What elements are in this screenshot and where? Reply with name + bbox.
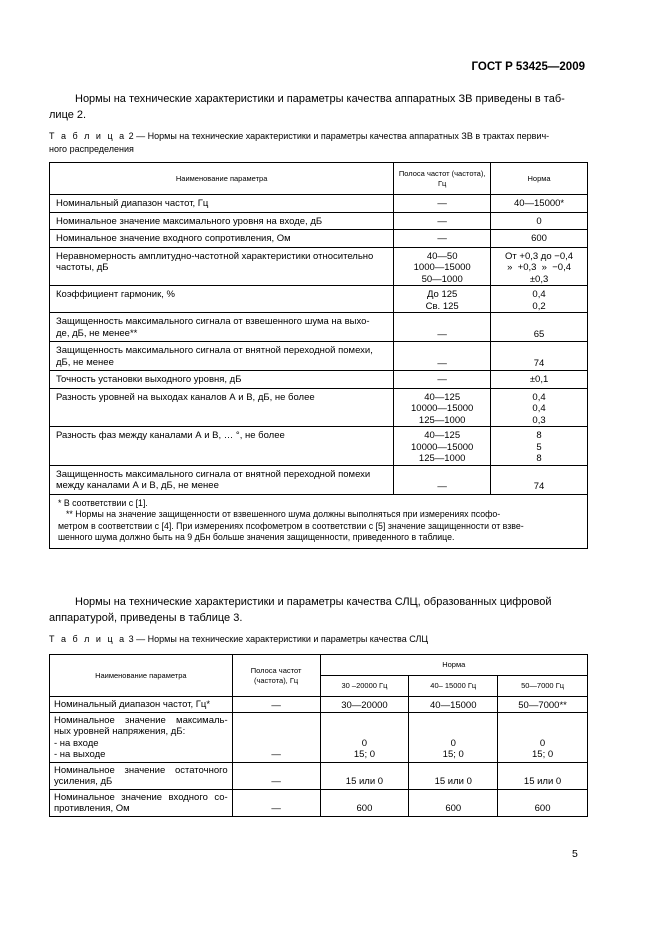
param-name: Номинальное значение максимального уровня на входе, дБ — [50, 212, 394, 230]
col-subheader: 30 –20000 Гц — [320, 676, 409, 697]
param-name: Номинальное значение входного сопротивления, Ом — [50, 230, 394, 248]
param-name: Номинальное значение остаточного усиления, дБ — [50, 762, 233, 789]
table-row — [50, 195, 588, 213]
col-header-name: Наименование параметра — [50, 163, 394, 195]
table3-header-row — [50, 655, 588, 676]
table3-caption — [49, 633, 589, 646]
table-row — [50, 230, 588, 248]
note-line: метром в соответствии с [4]. При измерениях псофометром в соответствии с [5] значение защищенности от взве- — [58, 520, 524, 531]
table2-notes-row — [50, 494, 588, 548]
norm-value: От +0,3 до −0,4 » +0,3 » −0,4 ±0,3 — [491, 247, 588, 286]
table-row — [50, 371, 588, 389]
note-line: ** Нормы на значение защищенности от взвешенного шума должны выполняться при измерениях псофо- — [66, 509, 501, 519]
col-subheader: 40– 15000 Гц — [409, 676, 498, 697]
table3 — [49, 654, 588, 817]
table-row — [50, 247, 588, 286]
col-header-band: Полоса частот (частота), Гц — [394, 163, 491, 195]
norm-value: 15 или 0 — [409, 762, 498, 789]
document-code: ГОСТ Р 53425—2009 — [471, 61, 585, 73]
table-row — [50, 697, 588, 713]
table-row — [50, 427, 588, 466]
band-value: До 125 Св. 125 — [394, 286, 491, 313]
table-row — [50, 789, 588, 816]
band-value: — — [394, 465, 491, 494]
param-name: Разность уровней на выходах каналов А и В, дБ, не более — [50, 388, 394, 427]
param-name: Номинальный диапазон частот, Гц — [50, 195, 394, 213]
band-value: — — [394, 371, 491, 389]
table-row — [50, 286, 588, 313]
norm-value: 15 или 0 — [498, 762, 588, 789]
param-name: Защищенность максимального сигнала от внятной переходной помехи между каналами А и В, дБ, не менее — [50, 465, 394, 494]
col-header-norm: Норма — [320, 655, 587, 676]
table-row — [50, 762, 588, 789]
band-value: — — [394, 313, 491, 342]
band-value: 40—125 10000—15000 125—1000 — [394, 388, 491, 427]
caption-text: 3 — Нормы на технические характеристики и параметры качества СЛЦ — [128, 634, 429, 644]
norm-value: 0 15; 0 — [320, 712, 409, 762]
paragraph-line: аппаратурой, приведены в таблице 3. — [49, 612, 243, 624]
norm-value: 30—20000 — [320, 697, 409, 713]
norm-value: 600 — [498, 789, 588, 816]
caption-text-cont: ного распределения — [49, 144, 134, 154]
table2-caption — [49, 130, 589, 156]
param-name: Защищенность максимального сигнала от взвешенного шума на выхо- де, дБ, не менее** — [50, 313, 394, 342]
table-row — [50, 212, 588, 230]
norm-value: 600 — [491, 230, 588, 248]
param-name: Номинальное значение входного со- противления, Ом — [50, 789, 233, 816]
caption-text: 2 — Нормы на технические характеристики и параметры качества аппаратных ЗВ в трактах первич- — [128, 131, 550, 141]
table-notes — [50, 494, 588, 548]
note-line: * В соответствии с [1]. — [58, 497, 148, 508]
norm-value: 0,4 0,4 0,3 — [491, 388, 588, 427]
param-name: Номинальный диапазон частот, Гц* — [50, 697, 233, 713]
paragraph-line: Нормы на технические характеристики и параметры качества СЛЦ, образованных цифровой — [75, 596, 552, 608]
band-value: — — [232, 762, 320, 789]
col-header-name: Наименование параметра — [50, 655, 233, 697]
norm-value: 50—7000** — [498, 697, 588, 713]
param-name: Неравномерность амплитудно-частотной характеристики относительно частоты, дБ — [50, 247, 394, 286]
paragraph-line: лице 2. — [49, 109, 87, 121]
norm-value: 74 — [491, 342, 588, 371]
caption-label: Т а б л и ц а — [49, 634, 127, 644]
page-number: 5 — [572, 848, 578, 860]
band-value: — — [232, 789, 320, 816]
col-subheader: 50—7000 Гц — [498, 676, 588, 697]
table-row — [50, 712, 588, 762]
col-header-norm: Норма — [491, 163, 588, 195]
band-value: — — [394, 212, 491, 230]
paragraph-table3-intro — [49, 594, 584, 626]
norm-value: 15 или 0 — [320, 762, 409, 789]
param-name: Точность установки выходного уровня, дБ — [50, 371, 394, 389]
norm-value: ±0,1 — [491, 371, 588, 389]
band-value: — — [232, 712, 320, 762]
paragraph-line: Нормы на технические характеристики и параметры качества аппаратных ЗВ приведены в таб- — [75, 93, 565, 105]
norm-value: 40—15000* — [491, 195, 588, 213]
table-row — [50, 388, 588, 427]
param-name: Защищенность максимального сигнала от внятной переходной помехи, дБ, не менее — [50, 342, 394, 371]
table2-header-row — [50, 163, 588, 195]
paragraph-table2-intro — [49, 91, 584, 123]
norm-value: 65 — [491, 313, 588, 342]
norm-value: 600 — [409, 789, 498, 816]
norm-value: 8 5 8 — [491, 427, 588, 466]
norm-value: 40—15000 — [409, 697, 498, 713]
norm-value: 0 15; 0 — [409, 712, 498, 762]
param-name: Коэффициент гармоник, % — [50, 286, 394, 313]
table-row — [50, 465, 588, 494]
norm-value: 0,4 0,2 — [491, 286, 588, 313]
band-value: — — [232, 697, 320, 713]
caption-label: Т а б л и ц а — [49, 131, 127, 141]
norm-value: 0 15; 0 — [498, 712, 588, 762]
param-name: Номинальное значение максималь- ных уровней напряжения, дБ: - на входе - на выходе — [50, 712, 233, 762]
band-value: 40—125 10000—15000 125—1000 — [394, 427, 491, 466]
band-value: — — [394, 230, 491, 248]
norm-value: 600 — [320, 789, 409, 816]
table2 — [49, 162, 588, 549]
band-value: — — [394, 195, 491, 213]
norm-value: 0 — [491, 212, 588, 230]
band-value: — — [394, 342, 491, 371]
band-value: 40—50 1000—15000 50—1000 — [394, 247, 491, 286]
table-row — [50, 313, 588, 342]
col-header-band: Полоса частот (частота), Гц — [232, 655, 320, 697]
table-row — [50, 342, 588, 371]
note-line: шенного шума должно быть на 9 дБн больше значения защищенности, приведенного в таблице. — [58, 532, 455, 542]
norm-value: 74 — [491, 465, 588, 494]
param-name: Разность фаз между каналами А и В, … °, не более — [50, 427, 394, 466]
